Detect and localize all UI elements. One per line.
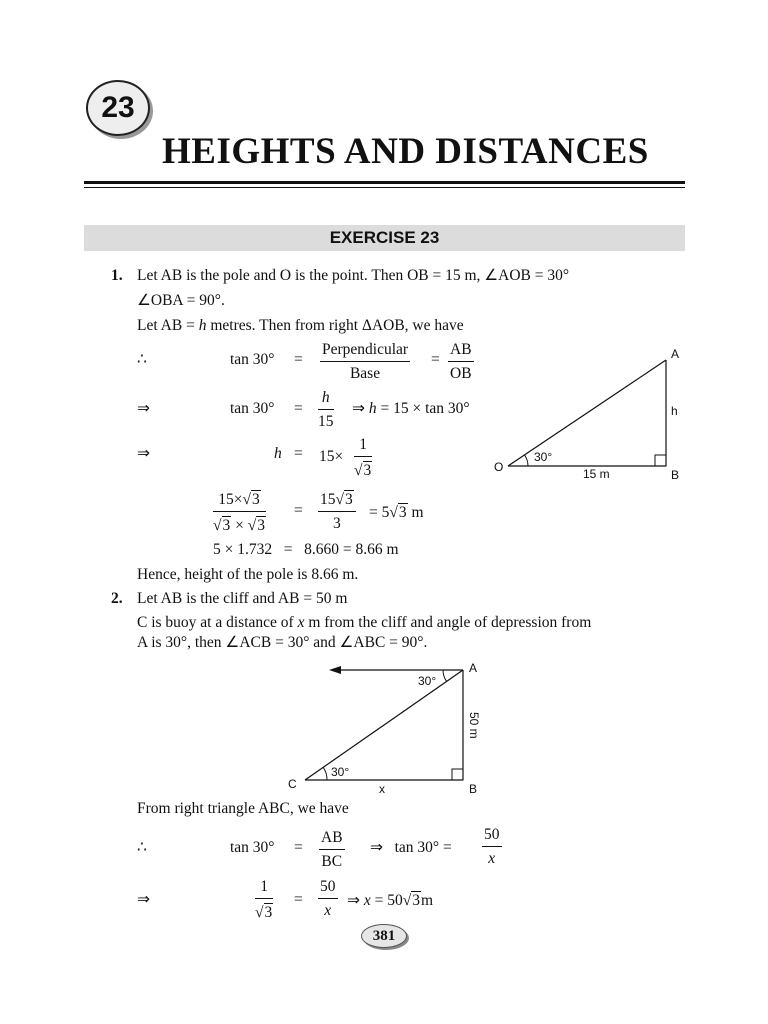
fig1-label-a: A [671,347,680,361]
therefore-symbol: ∴ [137,839,147,856]
fraction-1-root3-b [255,879,273,920]
q1-result-5root3: = 5√3 m [369,504,424,521]
q1-conclusion: Hence, height of the pole is 8.66 m. [137,566,359,583]
numerator-var: h [321,389,330,406]
numerator: 50 [484,826,500,843]
q2-line2 [137,615,591,631]
radicand: 3 [252,491,260,508]
q2-eq-2: = [294,891,303,908]
fig2-label-a: A [469,661,478,675]
denominator: √3 × √3 [213,516,266,534]
fig1-label-base: 15 m [583,467,610,481]
fig1-label-o: O [494,460,504,474]
q2-line2-part: m from the cliff and angle of depression from [304,614,592,631]
q1-eq-2: = [431,351,440,368]
page-number-badge [361,924,407,948]
result-part: = 50 [370,892,403,909]
denominator: 15 [318,412,334,430]
q2-line3: A is 30°, then ∠ACB = 30° and ∠ABC = 90°. [137,634,428,651]
denominator: √3 [354,461,372,479]
q2-x-result: ⇒ x = 50√3m [347,892,434,909]
fig1-label-angle: 30° [534,450,553,464]
numerator [318,390,334,409]
q1-tan30-1: tan 30° [230,351,275,368]
x-var: x [324,901,332,919]
q1-line3-var: h [198,317,207,334]
q1-line2: ∠OBA = 90°. [137,292,225,309]
q1-eq-5: = [294,502,303,519]
implies-symbol: ⇒ [137,891,150,908]
q1-line3-part: metres. Then from right ΔAOB, we have [206,317,464,334]
therefore-symbol: ∴ [137,351,147,368]
q1-tan30-2: tan 30° [230,400,275,417]
exercise-heading-bar [84,225,685,251]
x-var: x [488,849,496,867]
fraction-50-x [482,827,502,866]
fig2-label-b: B [469,782,478,796]
q1-h-result [352,401,470,417]
denominator: 3 [333,514,341,532]
q2-implies-tan: ⇒ tan 30° = [370,839,452,856]
fraction-perp-base [320,342,410,381]
h-var: h [368,400,377,417]
numerator: 15√3 [320,491,353,508]
radicand: 3 [345,491,353,508]
denominator: OB [450,364,472,382]
implies-part: ⇒ [352,400,369,417]
fraction-1-root3 [354,437,372,478]
fig1-label-h: h [671,404,678,418]
q1-h-lhs [274,446,282,462]
figure-2-triangle [285,660,490,800]
fig2-label-c: C [288,777,297,791]
title-rule-thick [84,181,685,184]
denominator: √3 [255,903,273,921]
q1-number: 1. [111,267,123,284]
implies-symbol: ⇒ [137,445,150,462]
chapter-number: 23 [101,91,135,124]
x-var: x [363,892,371,909]
implies-part: ⇒ [347,892,364,909]
q2-number: 2. [111,590,123,607]
times: × [231,516,248,534]
num-part: 15 [320,491,336,508]
q1-15-times: 15× [319,448,344,465]
radicand: 3 [363,461,372,479]
q2-eq-1: = [294,839,303,856]
denominator [318,899,338,919]
result-part: = 5 [369,504,390,521]
numerator: AB [450,341,472,358]
q1-eq-4: = [294,445,303,462]
num-part: 15× [218,491,243,508]
chapter-number-badge [86,80,150,136]
numerator: Perpendicular [322,341,409,358]
result-unit: m [421,892,434,909]
numerator: 1 [260,878,268,895]
q1-calculation: 5 × 1.732 = 8.660 = 8.66 m [213,541,399,558]
numerator: 1 [359,436,367,453]
fig2-label-height: 50 m [467,712,481,739]
radicand: 3 [398,504,407,521]
fig2-label-angle-top: 30° [418,674,437,688]
fraction-rationalize [213,490,266,533]
denominator [482,847,502,867]
h-expression: = 15 × tan 30° [376,400,470,417]
radicand: 3 [222,516,231,534]
q2-tan30-1: tan 30° [230,839,275,856]
fraction-h-15 [318,390,334,429]
q2-line2-var: x [297,614,305,631]
q2-line2-part: C is buoy at a distance of [137,614,298,631]
fraction-ab-bc [319,830,345,869]
radicand: 3 [264,903,273,921]
q2-from-triangle: From right triangle ABC, we have [137,800,349,817]
fraction-50-x-b [318,879,338,918]
numerator: 15×√3 [218,491,260,508]
page-number: 381 [372,928,396,944]
radicand: 3 [412,892,421,909]
numerator: 50 [320,878,336,895]
h-var: h [274,445,282,462]
fig1-label-b: B [671,468,680,482]
q1-eq-1: = [294,351,303,368]
fig2-label-x: x [379,782,385,796]
title-rule-thin [84,187,685,188]
chapter-title: HEIGHTS AND DISTANCES [162,131,649,172]
q1-line1: Let AB is the pole and O is the point. Then OB = 15 m, ∠AOB = 30° [137,267,570,284]
exercise-heading: EXERCISE 23 [329,228,440,247]
fraction-ab-ob [448,342,474,381]
fig2-label-angle-bottom: 30° [331,765,350,779]
q2-line1: Let AB is the cliff and AB = 50 m [137,590,348,607]
denominator: Base [349,364,381,382]
numerator: AB [321,829,343,846]
figure-1-triangle [488,340,688,485]
q1-line3 [137,318,464,334]
radicand: 3 [257,516,266,534]
denominator: BC [321,852,343,870]
fraction-15root3-3 [318,490,356,531]
q1-line3-part: Let AB = [137,317,199,334]
implies-symbol: ⇒ [137,400,150,417]
result-unit: m [407,504,424,521]
q1-eq-3: = [294,400,303,417]
